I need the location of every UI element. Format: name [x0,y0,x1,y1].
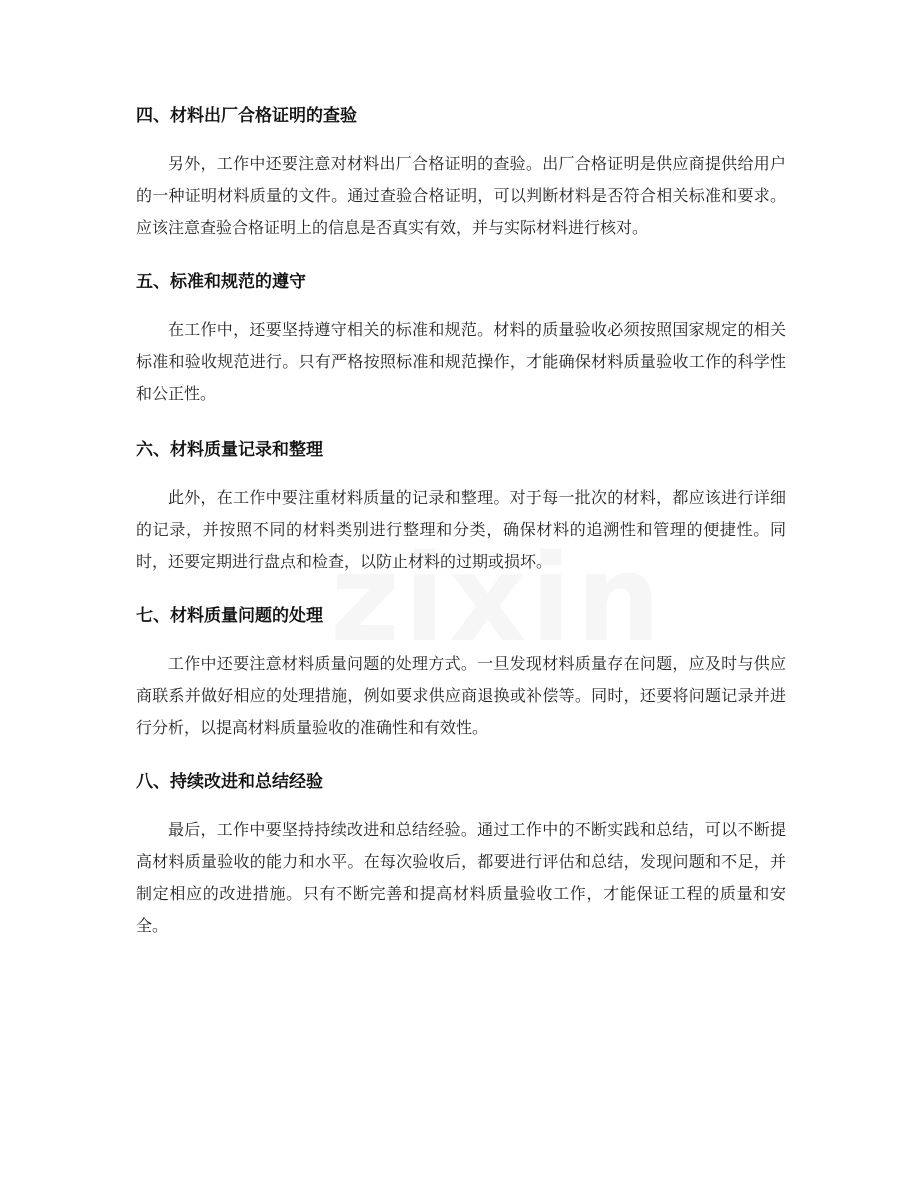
section-heading: 八、持续改进和总结经验 [136,772,323,792]
section-paragraph: 另外，工作中还要注意对材料出厂合格证明的查验。出厂合格证明是供应商提供给用户的一种证明材料质量的文件。通过查验合格证明，可以判断材料是否符合相关标准和要求。应该注意查验合格证明上的信息是否真实有效，并与实际材料进行核对。 [136,154,786,237]
section-paragraph: 此外，在工作中要注重材料质量的记录和整理。对于每一批次的材料，都应该进行详细的记录，并按照不同的材料类别进行整理和分类，确保材料的追溯性和管理的便捷性。同时，还要定期进行盘点和检查，以防止材料的过期或损坏。 [136,488,786,571]
section-paragraph: 在工作中，还要坚持遵守相关的标准和规范。材料的质量验收必须按照国家规定的相关标准和验收规范进行。只有严格按照标准和规范操作，才能确保材料质量验收工作的科学性和公正性。 [136,320,786,403]
section-heading: 四、材料出厂合格证明的查验 [136,106,357,126]
section-4 [136,104,786,244]
section-heading: 七、材料质量问题的处理 [136,606,323,626]
section-6 [136,438,786,578]
section-8 [136,770,786,942]
section-5 [136,270,786,410]
document-body [136,104,786,942]
section-paragraph: 工作中还要注意材料质量问题的处理方式。一旦发现材料质量存在问题，应及时与供应商联系并做好相应的处理措施，例如要求供应商退换或补偿等。同时，还要将问题记录并进行分析，以提高材料质量验收的准确性和有效性。 [136,654,786,737]
section-heading: 五、标准和规范的遵守 [136,272,306,292]
section-heading: 六、材料质量记录和整理 [136,440,323,460]
section-7 [136,604,786,744]
section-paragraph: 最后，工作中要坚持持续改进和总结经验。通过工作中的不断实践和总结，可以不断提高材料质量验收的能力和水平。在每次验收后，都要进行评估和总结，发现问题和不足，并制定相应的改进措施。只有不断完善和提高材料质量验收工作，才能保证工程的质量和安全。 [136,820,786,935]
